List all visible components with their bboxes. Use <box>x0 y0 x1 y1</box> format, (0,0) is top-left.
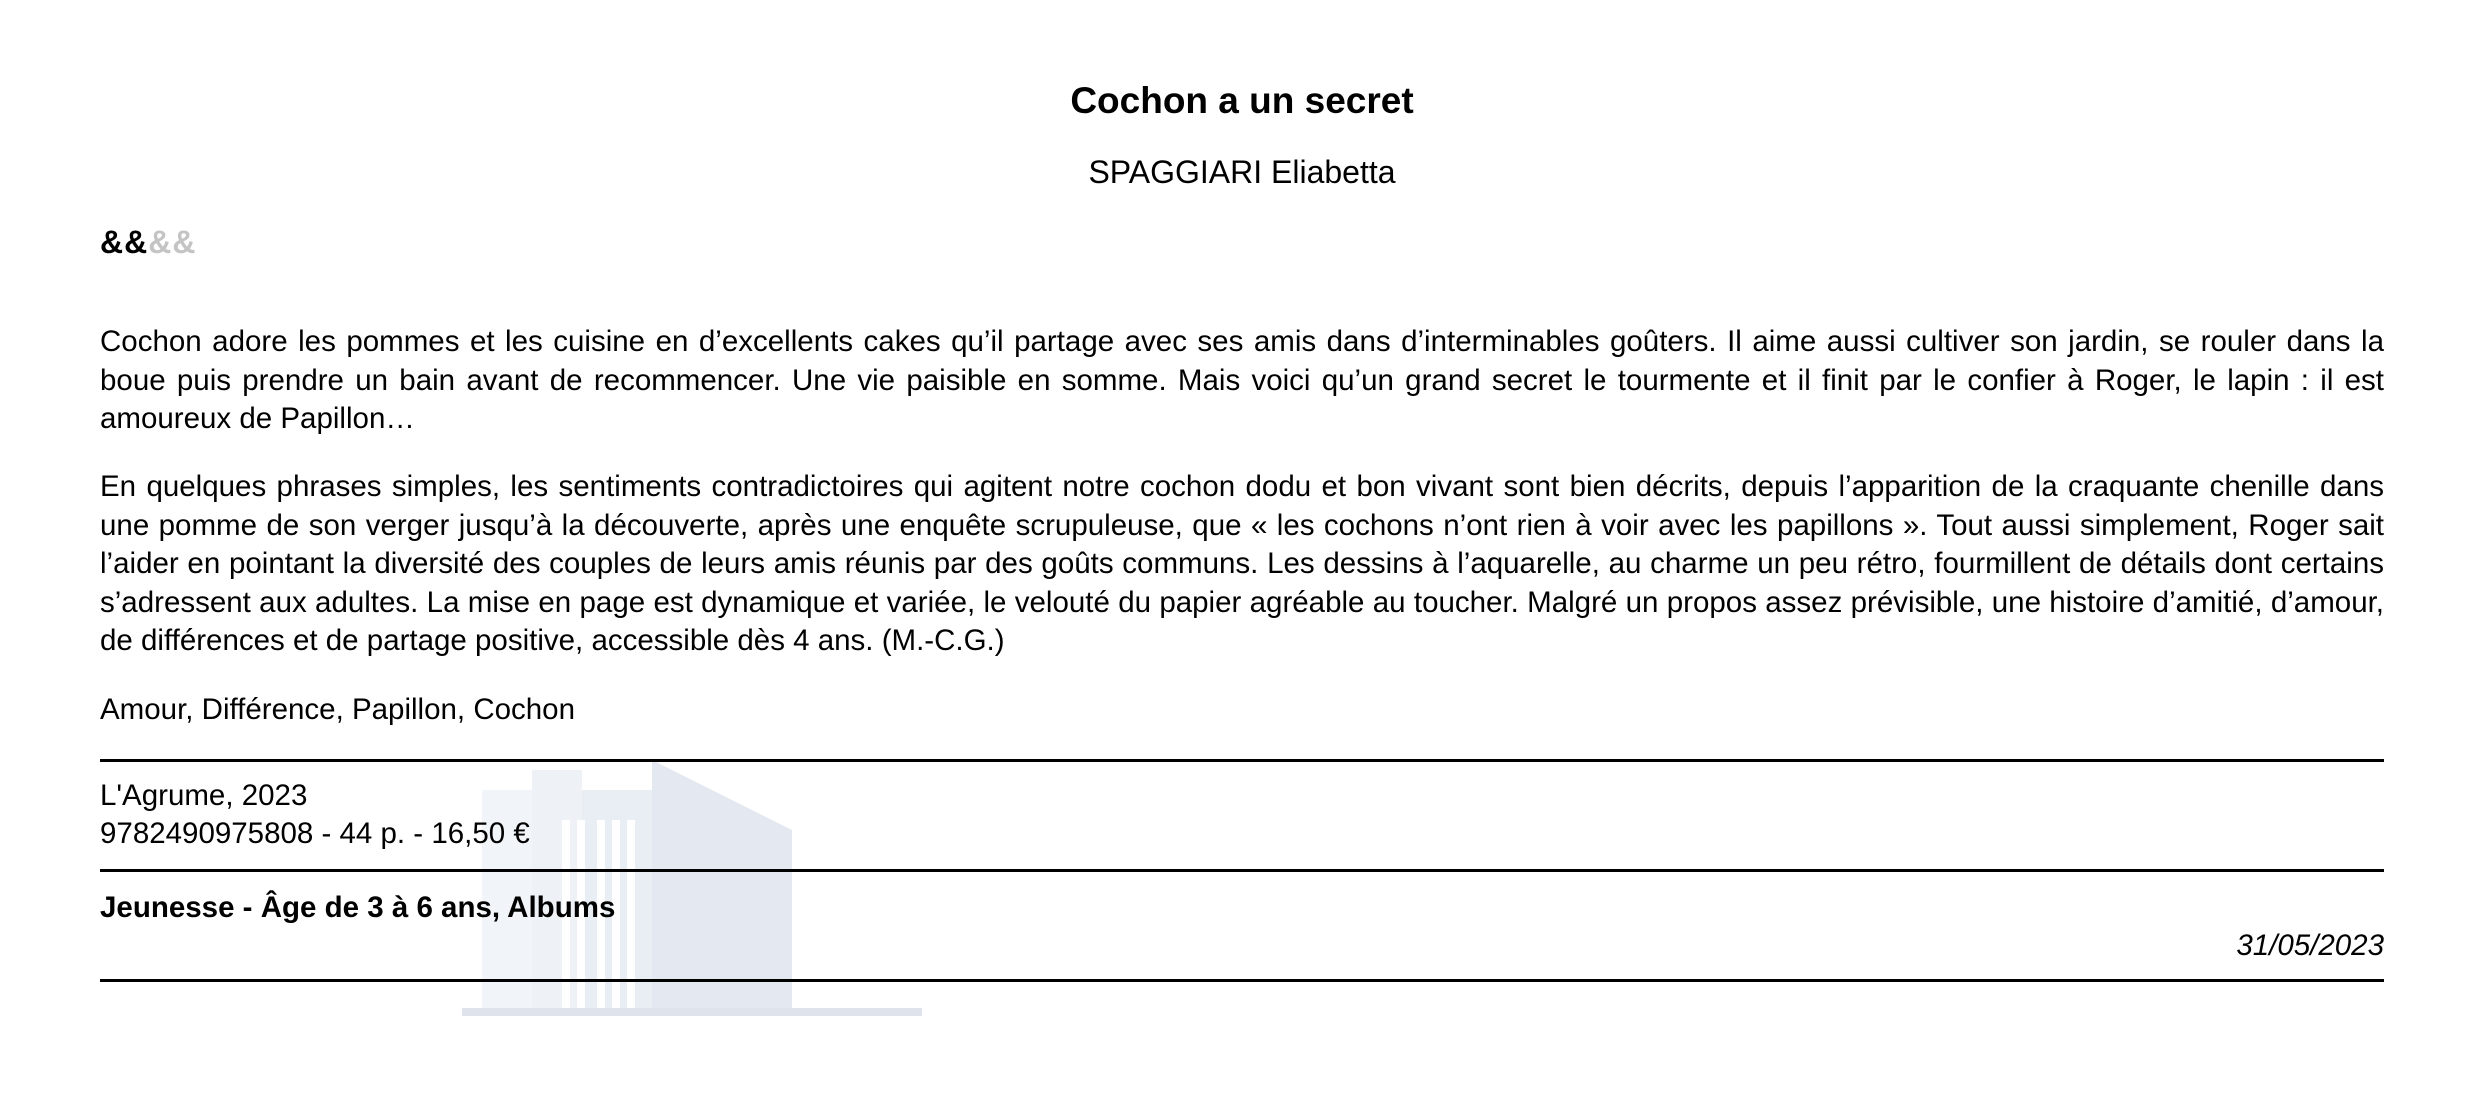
divider <box>100 759 2384 762</box>
category: Jeunesse - Âge de 3 à 6 ans, Albums <box>100 891 616 924</box>
publisher-year: L'Agrume, 2023 <box>100 779 308 812</box>
book-title: Cochon a un secret <box>1070 80 1414 121</box>
review-paragraph-critique: En quelques phrases simples, les sentiments contradictoires qui agitent notre cochon dodu et bon vivant sont bien décrits, depuis l’apparition de la craquante chenille dans une pomme de son verger jusqu’à la découverte, après une enquête scrupuleuse, que « les cochons n’ont rien à voir avec les papillons ». Tout aussi simplement, Roger sait l’aider en pointant la diversité des couples de leurs amis réunis par des goûts communs. Les dessins à l’aquarelle, au charme un peu rétro, fourmillent de détails dont certains s’adressent aux adultes. La mise en page est dynamique et variée, le velouté du papier agréable au toucher. Malgré un propos assez prévisible, une histoire d’amitié, d’amour, de différences et de partage positive, accessible dès 4 ans. (M.-C.G.) <box>100 470 2384 657</box>
rating-empty: && <box>148 224 197 260</box>
divider <box>100 979 2384 982</box>
rating <box>100 222 196 262</box>
divider <box>100 869 2384 872</box>
review-sheet <box>100 0 2384 1105</box>
isbn-pages-price: 9782490975808 - 44 p. - 16,50 € <box>100 817 530 850</box>
book-author: SPAGGIARI Eliabetta <box>1088 154 1396 190</box>
rating-filled: && <box>100 224 149 260</box>
review-paragraph-summary: Cochon adore les pommes et les cuisine en d’excellents cakes qu’il partage avec ses amis dans d’interminables goûters. Il aime aussi cultiver son jardin, se rouler dans la boue puis prendre un bain avant de recommencer. Une vie paisible en somme. Mais voici qu’un grand secret le tourmente et il finit par le confier à Roger, le lapin : il est amoureux de Papillon… <box>100 325 2384 435</box>
keywords: Amour, Différence, Papillon, Cochon <box>100 693 575 726</box>
publication-info <box>100 777 530 853</box>
review-date: 31/05/2023 <box>2236 929 2384 962</box>
